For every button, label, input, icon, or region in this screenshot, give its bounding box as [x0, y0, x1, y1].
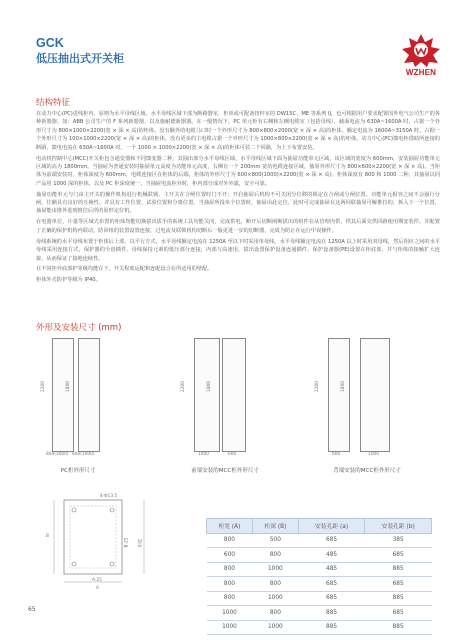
table-row [207, 606, 432, 621]
hole-size-label: 4-Φ13.5 [100, 494, 118, 499]
table-cell: 800 [252, 577, 298, 592]
table-cell: 885 [298, 620, 364, 635]
table-cell: 485 [298, 562, 364, 577]
structure-body [36, 110, 440, 287]
table-cell: 600 [207, 548, 253, 563]
table-cell: 1000 [252, 562, 298, 577]
b-minus-label: B-25 [124, 537, 130, 548]
width-dimension: 800(1000) [46, 452, 69, 457]
mounting-outline [44, 488, 184, 592]
table-cell: 1000 [207, 620, 253, 635]
table-cell: 685 [298, 591, 364, 606]
paragraph: 柜体外壳防护等级为 IP40。 [36, 277, 101, 284]
table-header-cell: 柜宽 (A) [207, 519, 253, 534]
back-mcc-caption: 背端安装的MCC柜外形尺寸 [333, 468, 401, 474]
table-row [207, 533, 432, 548]
cabinet-side-view [222, 338, 246, 452]
table-cell: 685 [365, 577, 432, 592]
b-label: B [46, 534, 49, 539]
table-cell: 685 [365, 548, 432, 563]
table-cell: 800 [252, 548, 298, 563]
table-cell: 800 [207, 577, 253, 592]
table-row [207, 577, 432, 592]
table-cell: 1000 [252, 620, 298, 635]
width-dimension: 1000 [198, 452, 209, 457]
a-minus-label: A-25 [92, 578, 102, 583]
paragraph: 在电器单位，计量等区域式布置的柜体均能切换拔出拔手的系统工具均能关闭，完成供电，断开后切断闸断拔出的组件在从管理内供，供其后面交供回路使用期安装件。并配置了正确的保护机构内联动，防回组的装置设置连接，过电流及联锁机构切断后一般更进一步的切断器，完成为防止在运行中误操作。 [36, 219, 440, 234]
table-cell: 500 [252, 533, 298, 548]
height-dimension: 2200 [40, 381, 46, 392]
brand-logo [398, 32, 444, 80]
depth-dimension: 1000 [368, 452, 379, 457]
front-mcc-caption: 前端安装的MCC柜外形尺寸 [191, 468, 259, 474]
table-cell: 385 [365, 533, 432, 548]
width-dimension: 600 [332, 452, 341, 457]
cabinet-front-view [194, 338, 220, 452]
page-number: 65 [28, 606, 36, 613]
table-cell: 685 [298, 577, 364, 592]
table-row [207, 620, 432, 635]
table-cell: 800 [252, 606, 298, 621]
table-cell: 685 [365, 606, 432, 621]
table-cell: 1000 [252, 591, 298, 606]
paragraph: 在动力中心(PC)进线柜内，原则为水平母线区域、水平母线区域下部为断路器室，柜顶或可配备扭杆室的 DW15C、ME 等系列 IJ，也可根据用户要求配置国外电气公司生产的各种新器器，如：ABB 公司生产的 F 系列新器器，以及施耐德新器器。在一般情况下，PC 单元柜有右侧和左侧电缆室（包括母线），截面电流为 630A~1600A 时，占据一个外形尺寸为 800×1000×2200(宽 × 深 × 高)的柜体。没有额外的电缆马口时一个外形尺寸为 800×800×2000(宽 × 深 × 高)的柜体。额定电流为 1600A~3150A 时，占据一个外形尺寸为 100×1000×2200(宽 × 深 × 高)的柜体，没有更多的主电缆占据一个外形尺寸为 1000×800×2200(宽 × 深 × 高)的柜体。动力中心(PC)馈电柜借助所连接的断路，馈电电流在 630A~1600A 时，一个 1000 × 1000×2200(宽 × 深 × 高)的柜体可装二个回路，为上下布置安装。 [36, 111, 440, 151]
table-header-cell: 柜深 (B) [252, 519, 298, 534]
table-row [207, 562, 432, 577]
paragraph: 在不同柜外底部护等级均能在下，开关程度运配和连配设合在所适用的壁配。 [36, 266, 213, 273]
dimensions-section-title: 外形及安装尺寸 (mm) [36, 323, 122, 333]
page-header [36, 36, 124, 66]
table-header-cell: 安装孔距 (b) [365, 519, 432, 534]
page-title: GCK [36, 36, 64, 50]
table-cell: 885 [365, 591, 432, 606]
logo-emblem-icon [398, 32, 444, 68]
table-row [207, 548, 432, 563]
a-label: A [96, 586, 99, 591]
height-dimension: 2200 [180, 381, 186, 392]
inner-height-dimension: 1800 [65, 381, 71, 392]
depth-dimension: 800(1000) [72, 452, 95, 457]
paragraph: 电动机控制中心(MCC)开关柜包含通变器和不同馈变器二种，其抽出部分水平母线区域、水平母线区域下面为抽屉功能单元区域，该区域的宽度为 600mm。安装抽屉功能单元区域的高为 1800mm。当抽屉为普通安装时抽屉单元高度为功能单元高度，右侧有一个 200mm 宽的电缆连接区域，抽屉外形尺寸为 800×600×2200(宽 × 深 × 高)。当柜体为前端安装时，柜体深度为 600mm，电缆连接区在柜体的后端，柜体的外形尺寸为 600×800(1000)×2200(宽 × 深 × 高)。柜体深度有 800 和 1000 二种，其抽屉以同产品用 1000 深的柜体，以及 PC 柜深度统一，当抽屉电流柜外时，柜内部分成对外外露，安全可靠。 [36, 155, 440, 187]
pc-cabinet-caption: PC柜外形尺寸 [60, 468, 96, 474]
structure-section-title: 结构特征 [36, 98, 71, 108]
table-row [207, 591, 432, 606]
cabinet-front-view [328, 338, 350, 452]
cabinet-side-view [78, 338, 100, 452]
table-cell: 1000 [207, 606, 253, 621]
table-cell: 485 [298, 548, 364, 563]
table-cell: 800 [207, 591, 253, 606]
table-cell: 885 [298, 606, 364, 621]
inner-height-dimension: 1800 [340, 381, 346, 392]
spec-table [206, 518, 432, 635]
paragraph: 抽屉功能单元与门由主开关的操作机构进行机械联锁，主开关在合闸位置时门不开；开启抽屉后机构不可关闭分位移的锁定在合闸或分闸位置。功能单元相容之间不会强行分闸，往额具有良好的互换性，并具有工作位置、试验位置和分离位置。当抽屉所投单个位置时，抽屉由此定位，此时可完成抽屉在这两回联抽屉可解推拉的，拆入下一个位置，抽屉能由推外进到推拉后所的原形定位机。 [36, 191, 440, 215]
table-header-cell: 安装孔距 (a) [298, 519, 364, 534]
table-header-row [207, 519, 432, 534]
cabinet-front-view [52, 338, 74, 452]
table-cell: 885 [365, 620, 432, 635]
depth-dimension: 600 [228, 452, 237, 457]
table-cell: 885 [365, 562, 432, 577]
paragraph: 母线系统的水平母线布置于柜体后上部，以平行方式，水平母线额定电流在 1250A 至以下时采用单母线，水平母线额定电流在 1250A 以上时采用双母线，然后相应之间的水平母线采用连接方式，保护器的全盘插件，母线保持元素的低压部分连接，内部与高速用，拔出设置保护设备连通插件，保护设备器(PE)设置在柜底部，并与柜体的接触扩大连接，从而保证了接地连续性。 [36, 238, 440, 262]
page-subtitle: 低压抽出式开关柜 [36, 52, 124, 65]
side-label: 柜底 [138, 538, 144, 548]
table-cell: 685 [298, 533, 364, 548]
table-cell: 800 [207, 533, 253, 548]
table-cell: 800 [207, 562, 253, 577]
inner-height-dimension: 1800 [206, 381, 212, 392]
cabinet-side-view [360, 338, 390, 452]
logo-brand-text: WZHEN [405, 68, 437, 77]
height-dimension: 2200 [314, 381, 320, 392]
